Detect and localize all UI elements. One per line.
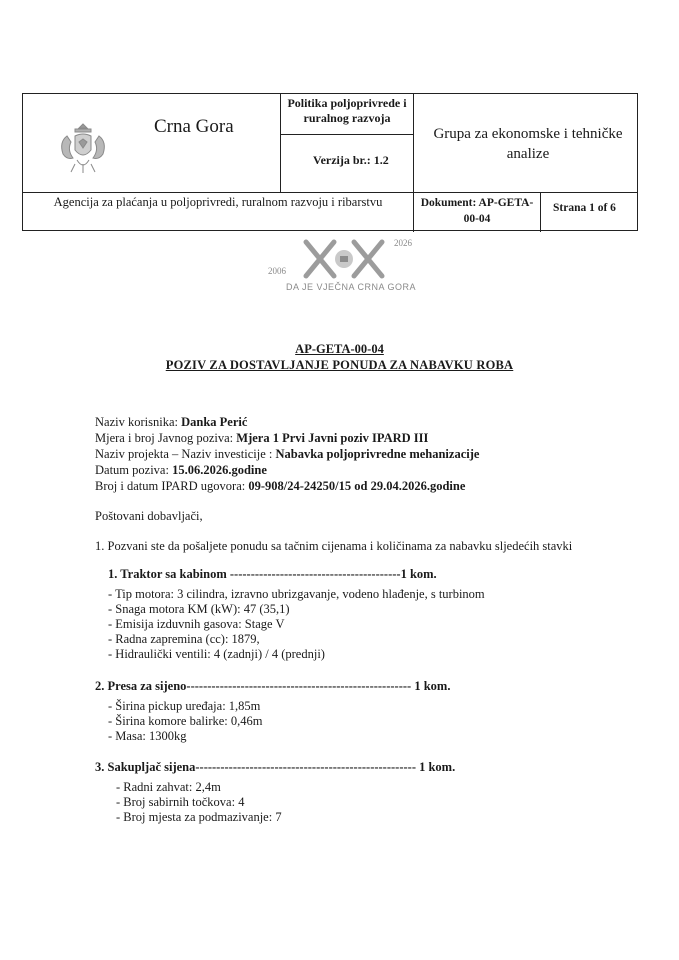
item-spec: - Radna zapremina (cc): 1879, [108, 632, 485, 647]
greeting: Poštovani dobavljači, [95, 509, 203, 523]
info-value: 09-908/24-24250/15 od 29.04.2026.godine [248, 479, 466, 493]
header-divider [23, 192, 637, 193]
info-label: Broj i datum IPARD ugovora: [95, 479, 249, 493]
info-line [95, 463, 267, 478]
item-spec: - Širina komore balirke: 0,46m [108, 714, 263, 729]
item-spec: - Hidraulički ventili: 4 (zadnji) / 4 (prednji) [108, 647, 485, 662]
item-spec-list [116, 780, 282, 825]
document-code-title: AP-GETA-00-04 [295, 342, 384, 356]
info-label: Datum poziva: [95, 463, 173, 477]
document-header-table [22, 93, 638, 231]
info-value: Danka Perić [181, 415, 248, 429]
item-spec: - Snaga motora KM (kW): 47 (35,1) [108, 602, 485, 617]
document-main-title: POZIV ZA DOSTAVLJANJE PONUDA ZA NABAVKU ROBA [165, 358, 514, 372]
info-line [95, 431, 428, 446]
item-spec: - Broj sabirnih točkova: 4 [116, 795, 282, 810]
item-spec-list [108, 699, 263, 744]
header-divider [280, 134, 413, 135]
info-label: Naziv projekta – Naziv investicije : [95, 447, 276, 461]
header-divider [280, 94, 281, 192]
info-label: Mjera i broj Javnog poziva: [95, 431, 237, 445]
intro-paragraph: 1. Pozvani ste da pošaljete ponudu sa tačnim cijenama i količinama za nabavku sljedećih stavki [95, 539, 573, 553]
info-value: Nabavka poljoprivredne mehanizacije [275, 447, 480, 461]
info-label: Naziv korisnika: [95, 415, 182, 429]
item-heading: 1. Traktor sa kabinom -----------------------------------------1 kom. [108, 567, 437, 581]
info-value: 15.06.2026.godine [172, 463, 267, 477]
agency-name: Agencija za plaćanja u poljoprivredi, ruralnom razvoju i ribarstvu [53, 195, 383, 209]
info-line [95, 479, 465, 494]
header-divider [540, 192, 541, 232]
item-spec: - Radni zahvat: 2,4m [116, 780, 282, 795]
logo-tagline: DA JE VJEČNA CRNA GORA [286, 282, 417, 292]
version-label: Verzija br.: 1.2 [313, 153, 389, 167]
item-heading: 2. Presa za sijeno------------------------------------------------------ 1 kom. [95, 679, 451, 693]
item-spec: - Tip motora: 3 cilindra, izravno ubrizgavanje, vodeno hlađenje, s turbinom [108, 587, 485, 602]
item-spec-list [108, 587, 485, 662]
anniversary-logo [268, 236, 418, 296]
country-name: Crna Gora [154, 116, 234, 137]
header-divider [413, 94, 414, 232]
info-line [95, 415, 247, 430]
group-label: Grupa za ekonomske i tehničke analize [433, 126, 623, 162]
policy-label: Politika poljoprivrede i ruralnog razvoja [287, 96, 407, 125]
item-spec: - Emisija izduvnih gasova: Stage V [108, 617, 485, 632]
info-value: Mjera 1 Prvi Javni poziv IPARD III [236, 431, 429, 445]
item-heading: 3. Sakupljač sijena----------------------------------------------------- 1 kom. [95, 760, 456, 774]
item-spec: - Masa: 1300kg [108, 729, 263, 744]
info-line [95, 447, 479, 462]
logo-year-start: 2006 [268, 266, 286, 276]
item-spec: - Broj mjesta za podmazivanje: 7 [116, 810, 282, 825]
document-id: Dokument: AP-GETA-00-04 [420, 197, 534, 225]
page-number: Strana 1 of 6 [553, 202, 616, 214]
logo-year-end: 2026 [394, 238, 412, 248]
item-spec: - Širina pickup uređaja: 1,85m [108, 699, 263, 714]
coat-of-arms-icon [53, 120, 113, 178]
